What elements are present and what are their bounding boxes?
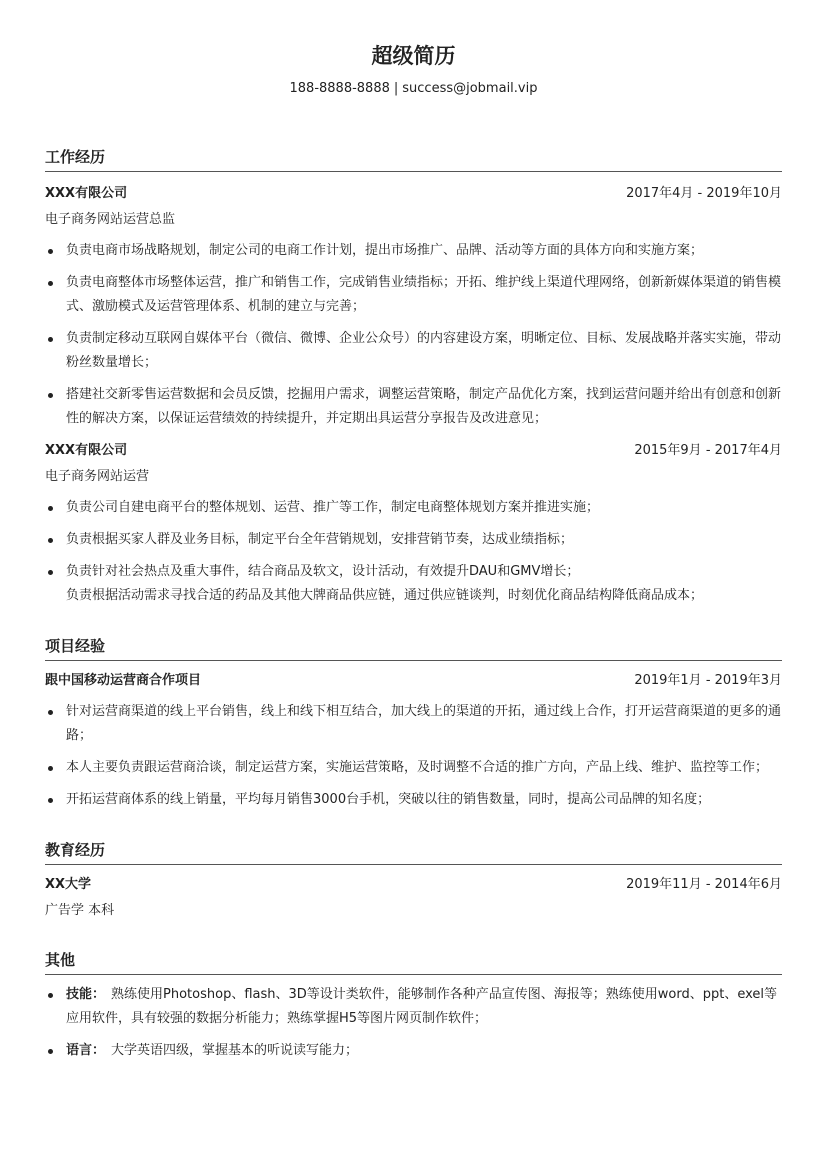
education-section-title: 教育经历 bbox=[45, 838, 782, 865]
language-text: 大学英语四级，掌握基本的听说读写能力； bbox=[111, 1043, 359, 1058]
resume-page bbox=[45, 0, 782, 1063]
bullet-dot-icon bbox=[48, 393, 53, 398]
work-entry-2-company: XXX有限公司 bbox=[45, 443, 128, 458]
other-section bbox=[45, 948, 782, 1063]
education-entry-1-date: 2019年11月 - 2014年6月 bbox=[626, 877, 782, 892]
work-entry-2-bullets bbox=[45, 496, 782, 608]
project-entry-1-date: 2019年1月 - 2019年3月 bbox=[634, 673, 782, 688]
education-section bbox=[45, 838, 782, 922]
work-entry-2-role: 电子商务网站运营 bbox=[45, 469, 150, 484]
work-section-title: 工作经历 bbox=[45, 145, 782, 172]
list-item: 搭建社交新零售运营数据和会员反馈，挖掘用户需求，调整运营策略，制定产品优化方案，找到运营问题并给出有创意和创新性的解决方案，以保证运营绩效的持续提升，并定期出具运营分享报告及改进意见； bbox=[45, 383, 782, 431]
bullet-dot-icon bbox=[48, 570, 53, 575]
work-entry-1-bullets bbox=[45, 239, 782, 431]
bullet-dot-icon bbox=[48, 1049, 53, 1054]
bullet-dot-icon bbox=[48, 281, 53, 286]
list-item: 本人主要负责跟运营商洽谈，制定运营方案，实施运营策略，及时调整不合适的推广方向，产品上线、维护、监控等工作； bbox=[45, 756, 782, 780]
project-entry-1-bullets bbox=[45, 700, 782, 812]
list-item: 负责针对社会热点及重大事件，结合商品及软文，设计活动，有效提升DAU和GMV增长； 负责根据活动需求寻找合适的药品及其他大牌商品供应链，通过供应链谈判，时刻优化商品结构降低商品成本； bbox=[45, 560, 782, 608]
list-item bbox=[45, 1039, 782, 1063]
education-entry-1-school: XX大学 bbox=[45, 877, 92, 892]
bullet-dot-icon bbox=[48, 993, 53, 998]
bullet-dot-icon bbox=[48, 766, 53, 771]
projects-section-title: 项目经验 bbox=[45, 634, 782, 661]
bullet-dot-icon bbox=[48, 538, 53, 543]
contact-separator: | bbox=[393, 81, 399, 96]
projects-section bbox=[45, 634, 782, 812]
work-entry-1-date: 2017年4月 - 2019年10月 bbox=[626, 186, 782, 201]
bullet-dot-icon bbox=[48, 337, 53, 342]
phone-number: 188-8888-8888 bbox=[289, 81, 390, 96]
language-label: 语言： bbox=[66, 1043, 106, 1058]
bullet-dot-icon bbox=[48, 710, 53, 715]
list-item: 针对运营商渠道的线上平台销售，线上和线下相互结合，加大线上的渠道的开拓，通过线上合作，打开运营商渠道的更多的通路； bbox=[45, 700, 782, 748]
work-entry-1-role: 电子商务网站运营总监 bbox=[45, 212, 176, 227]
skills-text: 熟练使用Photoshop、flash、3D等设计类软件，能够制作各种产品宣传图、海报等；熟练使用word、ppt、exel等应用软件，具有较强的数据分析能力；熟练掌握H5等图片网页制作软件； bbox=[66, 987, 777, 1026]
project-entry-1-header bbox=[45, 670, 782, 692]
list-item bbox=[45, 983, 782, 1031]
project-entry-1-name: 跟中国移动运营商合作项目 bbox=[45, 673, 202, 688]
bullet-dot-icon bbox=[48, 506, 53, 511]
resume-title: 超级简历 bbox=[371, 44, 456, 68]
list-item: 负责电商市场战略规划，制定公司的电商工作计划，提出市场推广、品牌、活动等方面的具体方向和实施方案； bbox=[45, 239, 782, 263]
education-entry-1-header bbox=[45, 874, 782, 896]
work-section bbox=[45, 145, 782, 608]
bullet-dot-icon bbox=[48, 798, 53, 803]
contact-line bbox=[45, 80, 782, 98]
work-entry-2-date: 2015年9月 - 2017年4月 bbox=[634, 443, 782, 458]
education-entry-1-degree: 广告学 本科 bbox=[45, 903, 115, 918]
list-item: 负责制定移动互联网自媒体平台（微信、微博、企业公众号）的内容建设方案，明晰定位、目标、发展战略并落实实施，带动粉丝数量增长； bbox=[45, 327, 782, 375]
skills-label: 技能： bbox=[66, 987, 106, 1002]
list-item: 负责根据买家人群及业务目标，制定平台全年营销规划，安排营销节奏，达成业绩指标； bbox=[45, 528, 782, 552]
other-section-title: 其他 bbox=[45, 948, 782, 975]
list-item: 开拓运营商体系的线上销量，平均每月销售3000台手机，突破以往的销售数量，同时，提高公司品牌的知名度； bbox=[45, 788, 782, 812]
other-items bbox=[45, 983, 782, 1063]
work-entry-2-header bbox=[45, 440, 782, 462]
work-entry-1-company: XXX有限公司 bbox=[45, 186, 128, 201]
list-item: 负责公司自建电商平台的整体规划、运营、推广等工作，制定电商整体规划方案并推进实施； bbox=[45, 496, 782, 520]
work-entry-1-header bbox=[45, 183, 782, 205]
bullet-dot-icon bbox=[48, 249, 53, 254]
email-address: success@jobmail.vip bbox=[402, 81, 538, 96]
list-item: 负责电商整体市场整体运营，推广和销售工作，完成销售业绩指标；开拓、维护线上渠道代理网络，创新新媒体渠道的销售模式、激励模式及运营管理体系、机制的建立与完善； bbox=[45, 271, 782, 319]
